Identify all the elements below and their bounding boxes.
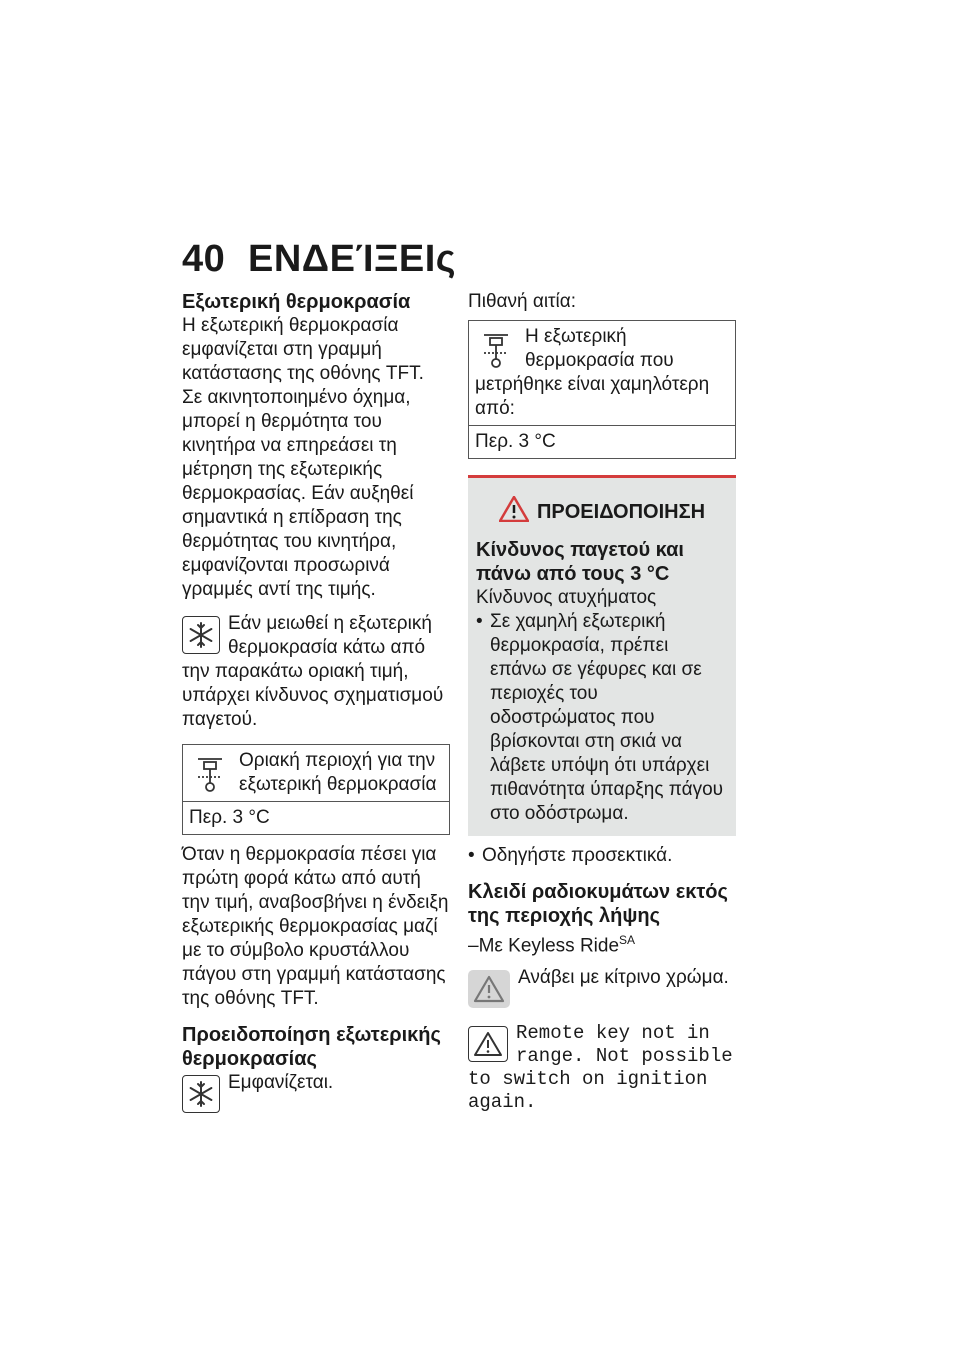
temp-warning-text: Εμφανίζεται. bbox=[228, 1072, 334, 1093]
chapter-title: ΕΝΔΕΊΞΕΙς bbox=[248, 238, 457, 280]
lamp-block bbox=[468, 966, 738, 1010]
cause-value: Περ. 3 °C bbox=[469, 426, 736, 459]
section-heading-key-range: Κλειδί ραδιοκυμάτων εκτός της περιοχής λήψης bbox=[468, 881, 728, 927]
message-block bbox=[468, 1022, 738, 1114]
warning-triangle-icon bbox=[499, 496, 529, 528]
warning-bullet bbox=[476, 610, 728, 826]
cause-label: Πιθανή αιτία: bbox=[468, 291, 577, 312]
limit-value: Περ. 3 °C bbox=[183, 802, 450, 835]
snowflake-icon bbox=[182, 1075, 220, 1113]
paragraph-display: Η εξωτερική θερμοκρασία εμφανίζεται στη γραμμή κατάστασης της οθόνης TFT. bbox=[182, 315, 424, 384]
left-column bbox=[182, 290, 452, 1115]
paragraph-engine-heat: Σε ακινητοποιημένο όχημα, μπορεί η θερμότητα του κινητήρα να επηρεάσει τη μέτρηση της εξωτερικής θερμοκρασίας. Εάν αυξηθεί σημαντικά η επίδραση της θερμότητας του κινητήρα, εμφανίζονται προσωρινά γραμμές αντί της τιμής. bbox=[182, 387, 414, 600]
bullet-dot-icon: • bbox=[468, 845, 475, 866]
drive-note-text: Οδηγήστε προσεκτικά. bbox=[482, 845, 673, 866]
cause-table-label-cell bbox=[469, 321, 736, 426]
frost-risk-block bbox=[182, 612, 452, 732]
thermometer-icon bbox=[189, 751, 231, 795]
option-keyless-ride bbox=[468, 928, 738, 958]
page-number: 40 bbox=[182, 238, 226, 280]
temp-warning-block bbox=[182, 1071, 452, 1115]
bullet-dot-icon: • bbox=[476, 611, 483, 632]
limit-label: Οριακή περιοχή για την εξωτερική θερμοκρασία bbox=[239, 750, 437, 795]
warning-box bbox=[468, 475, 736, 836]
drive-note bbox=[468, 844, 738, 868]
warning-risk: Κίνδυνος ατυχήματος bbox=[476, 587, 657, 608]
warning-title-row bbox=[476, 496, 728, 528]
snowflake-icon bbox=[182, 616, 220, 654]
right-column bbox=[468, 290, 738, 1114]
warning-subtitle: Κίνδυνος παγετού και πάνω από τους 3 °C bbox=[476, 539, 684, 585]
section-heading-outside-temp: Εξωτερική θερμοκρασία bbox=[182, 291, 411, 313]
section-heading-temp-warning: Προειδοποίηση εξωτερικής θερμοκρασίας bbox=[182, 1024, 441, 1070]
warning-title: ΠΡΟΕΙΔΟΠΟΙΗΣΗ bbox=[536, 500, 706, 523]
warning-message-icon bbox=[468, 1026, 508, 1062]
warning-bullet-text: Σε χαμηλή εξωτερική θερμοκρασία, πρέπει επάνω σε γέφυρες και σε περιοχές του οδοστρώματος που βρίσκονται στη σκιά να λάβετε υπόψη ότι υπάρχει πιθανότητα ύπαρξης πάγου στο οδόστρωμα. bbox=[490, 611, 724, 824]
limit-table bbox=[182, 744, 450, 835]
option-prefix: –Με Keyless Ride bbox=[468, 935, 620, 957]
paragraph-flash: Όταν η θερμοκρασία πέσει για πρώτη φορά κάτω από αυτή την τιμή, αναβοσβήνει η ένδειξη εξωτερικής θερμοκρασίας μαζί με το σύμβολο κρυστάλλου πάγου στη γραμμή κατάστασης της οθόνης TFT. bbox=[182, 844, 449, 1009]
cause-table bbox=[468, 320, 736, 459]
page-header bbox=[182, 238, 456, 281]
lamp-text: Ανάβει με κίτρινο χρώμα. bbox=[518, 967, 729, 989]
option-sup: SA bbox=[619, 933, 636, 947]
cause-label-text: Η εξωτερική θερμοκρασία που μετρήθηκε είναι χαμηλότερη από: bbox=[475, 326, 710, 419]
display-message: Remote key not in range. Not possible to switch on ignition again. bbox=[468, 1022, 733, 1114]
limit-table-label-cell bbox=[183, 745, 450, 802]
paragraph-frost-risk: Εάν μειωθεί η εξωτερική θερμοκρασία κάτω από την παρακάτω οριακή τιμή, υπάρχει κίνδυνος σχηματισμού παγετού. bbox=[182, 613, 444, 730]
thermometer-icon bbox=[475, 327, 517, 371]
general-warning-lamp-icon bbox=[468, 970, 510, 1008]
